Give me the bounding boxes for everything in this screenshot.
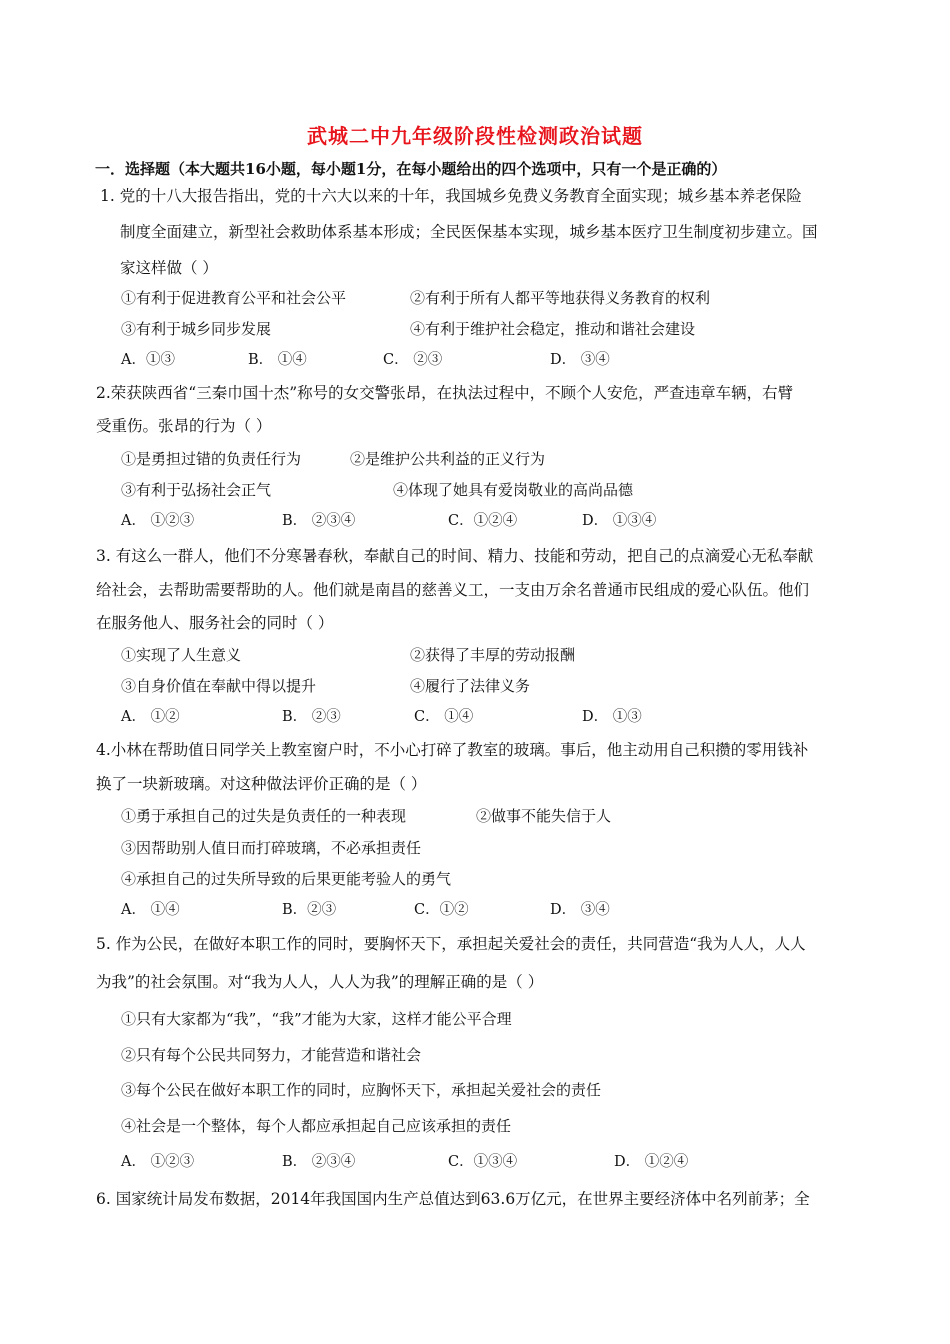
q1-option-4: ④有利于维护社会稳定，推动和谐社会建设 <box>410 320 696 338</box>
q3-answer-d: D． ①③ <box>582 709 642 725</box>
q4-option-3: ③因帮助别人值日而打碎玻璃，不必承担责任 <box>121 839 422 857</box>
q2-answer-c: C．①②④ <box>448 513 518 529</box>
q5-answer-d: D． ①②④ <box>614 1154 689 1170</box>
q3-answer-b: B． ②③ <box>282 709 341 725</box>
exam-title: 武城二中九年级阶段性检测政治试题 <box>307 124 643 148</box>
q5-option-4: ④社会是一个整体，每个人都应承担起自己应该承担的责任 <box>121 1117 512 1135</box>
q5-line-1: 5. 作为公民，在做好本职工作的同时，要胸怀天下，承担起关爱社会的责任，共同营造“我为人人，人人 <box>96 935 806 953</box>
q1-line-2: 制度全面建立，新型社会救助体系基本形成；全民医保基本实现，城乡基本医疗卫生制度初步建立。国 <box>120 223 818 241</box>
q5-option-3: ③每个公民在做好本职工作的同时，应胸怀天下，承担起关爱社会的责任 <box>121 1081 602 1099</box>
q4-answer-b: B．②③ <box>282 902 337 918</box>
q1-answer-c: C． ②③ <box>383 352 443 368</box>
q3-option-1: ①实现了人生意义 <box>121 646 242 664</box>
q2-answer-d: D． ①③④ <box>582 513 657 529</box>
q1-option-2: ②有利于所有人都平等地获得义务教育的权利 <box>410 289 711 307</box>
q3-answer-c: C． ①④ <box>414 709 474 725</box>
q4-answer-d: D． ③④ <box>550 902 610 918</box>
q2-answer-a: A． ①②③ <box>121 513 195 529</box>
q2-option-2: ②是维护公共利益的正义行为 <box>350 450 546 468</box>
q4-line-2: 换了一块新玻璃。对这种做法评价正确的是（ ） <box>96 775 427 793</box>
q3-answer-a: A． ①② <box>121 709 180 725</box>
q5-option-1: ①只有大家都为“我”，“我”才能为大家，这样才能公平合理 <box>121 1010 512 1028</box>
q3-option-3: ③自身价值在奉献中得以提升 <box>121 677 317 695</box>
q6-line-1: 6. 国家统计局发布数据，2014年我国国内生产总值达到63.6万亿元，在世界主要经济体中名列前茅；全 <box>96 1190 810 1208</box>
q4-line-1: 4.小林在帮助值日同学关上教室窗户时，不小心打碎了教室的玻璃。事后，他主动用自己积攒的零用钱补 <box>96 741 809 759</box>
q4-answer-c: C．①② <box>414 902 469 918</box>
q1-line-3: 家这样做（ ） <box>120 259 218 277</box>
section-heading: 一．选择题（本大题共16小题，每小题1分，在每小题给出的四个选项中，只有一个是正确的） <box>95 160 727 178</box>
q1-option-3: ③有利于城乡同步发展 <box>121 320 272 338</box>
q3-option-4: ④履行了法律义务 <box>410 677 531 695</box>
q4-option-2: ②做事不能失信于人 <box>476 807 612 825</box>
q5-answer-c: C．①③④ <box>448 1154 518 1170</box>
q4-option-4: ④承担自己的过失所导致的后果更能考验人的勇气 <box>121 870 452 888</box>
q4-option-1: ①勇于承担自己的过失是负责任的一种表现 <box>121 807 407 825</box>
q5-line-2: 为我”的社会氛围。对“我为人人，人人为我”的理解正确的是（ ） <box>96 973 544 991</box>
q2-line-2: 受重伤。张昂的行为（ ） <box>96 417 272 435</box>
q3-line-2: 给社会，去帮助需要帮助的人。他们就是南昌的慈善义工，一支由万余名普通市民组成的爱心队伍。他们 <box>96 581 810 599</box>
q2-option-4: ④体现了她具有爱岗敬业的高尚品德 <box>393 481 634 499</box>
q2-option-3: ③有利于弘扬社会正气 <box>121 481 272 499</box>
q1-option-1: ①有利于促进教育公平和社会公平 <box>121 289 347 307</box>
q3-option-2: ②获得了丰厚的劳动报酬 <box>410 646 576 664</box>
q5-option-2: ②只有每个公民共同努力，才能营造和谐社会 <box>121 1046 422 1064</box>
q1-answer-d: D． ③④ <box>550 352 610 368</box>
q2-line-1: 2.荣获陕西省“三秦巾国十杰”称号的女交警张昂，在执法过程中，不顾个人安危，严查违章车辆，右臂 <box>96 384 794 402</box>
q3-line-3: 在服务他人、服务社会的同时（ ） <box>96 614 334 632</box>
q3-line-1: 3. 有这么一群人，他们不分寒暑春秋，奉献自己的时间、精力、技能和劳动，把自己的点滴爱心无私奉献 <box>96 547 814 565</box>
q1-answer-b: B． ①④ <box>248 352 307 368</box>
q2-answer-b: B． ②③④ <box>282 513 356 529</box>
q5-answer-b: B． ②③④ <box>282 1154 356 1170</box>
q5-answer-a: A． ①②③ <box>121 1154 195 1170</box>
q2-option-1: ①是勇担过错的负责任行为 <box>121 450 302 468</box>
q1-answer-a: A．①③ <box>121 352 175 368</box>
q4-answer-a: A． ①④ <box>121 902 180 918</box>
q1-line-1: 1. 党的十八大报告指出，党的十六大以来的十年，我国城乡免费义务教育全面实现；城乡基本养老保险 <box>100 187 802 205</box>
